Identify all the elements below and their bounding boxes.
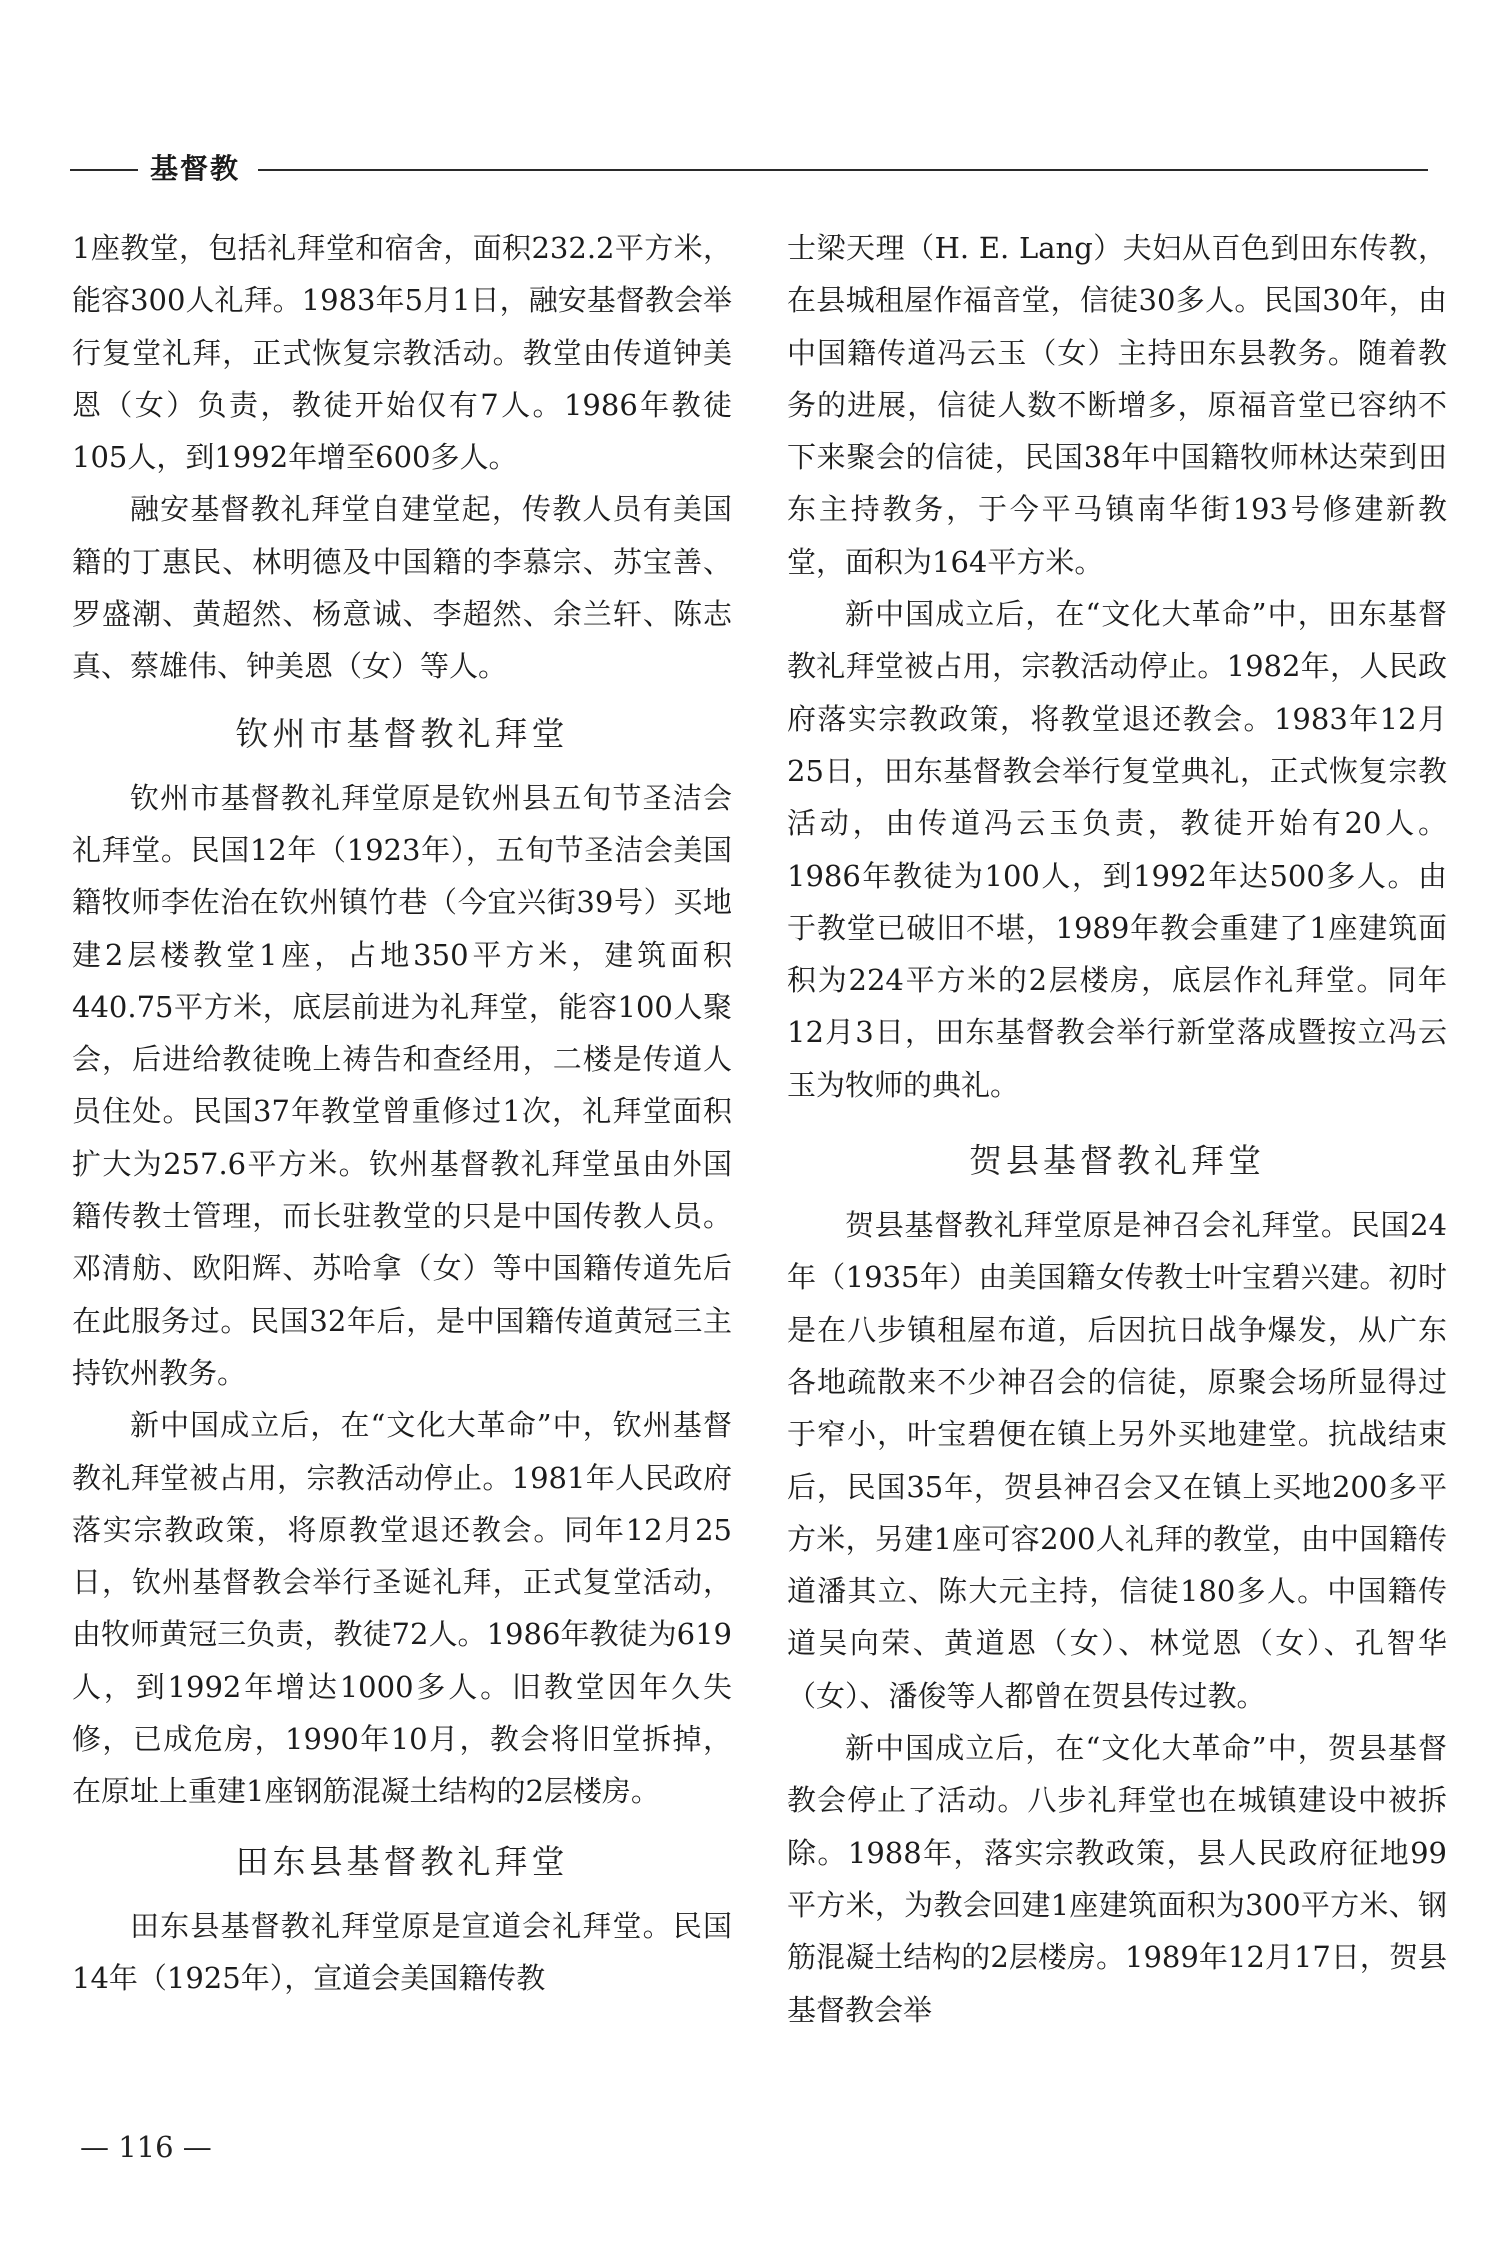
paragraph-rongan-continued: 1座教堂，包括礼拜堂和宿舍，面积232.2平方米，能容300人礼拜。1983年5月1日，融安基督教会举行复堂礼拜，正式恢复宗教活动。教堂由传道钟美恩（女）负责，教徒开始仅有7人。1986年教徒105人，到1992年增至600多人。: [72, 231, 732, 475]
right-column: [787, 222, 1447, 2036]
page-number: — 116 —: [80, 2130, 212, 2164]
header-rule-left: [70, 169, 138, 171]
paragraph-hexian-modern: 新中国成立后，在“文化大革命”中，贺县基督教会停止了活动。八步礼拜堂也在城镇建设中被拆除。1988年，落实宗教政策，县人民政府征地99平方米，为教会回建1座建筑面积为300平方米、钢筋混凝土结构的2层楼房。1989年12月17日，贺县基督教会举: [787, 1731, 1447, 2027]
header-rule-right: [258, 169, 1428, 171]
paragraph-tiandong-continued: 士梁天理（H. E. Lang）夫妇从百色到田东传教，在县城租屋作福音堂，信徒30多人。民国30年，由中国籍传道冯云玉（女）主持田东县教务。随着教务的进展，信徒人数不断增多，原福音堂已容纳不下来聚会的信徒，民国38年中国籍牧师林达荣到田东主持教务，于今平马镇南华街193号修建新教堂，面积为164平方米。: [787, 231, 1447, 579]
paragraph-qinzhou-modern: 新中国成立后，在“文化大革命”中，钦州基督教礼拜堂被占用，宗教活动停止。1981年人民政府落实宗教政策，将原教堂退还教会。同年12月25日，钦州基督教会举行圣诞礼拜，正式复堂活动，由牧师黄冠三负责，教徒72人。1986年教徒为619人，到1992年增达1000多人。旧教堂因年久失修，已成危房，1990年10月，教会将旧堂拆掉，在原址上重建1座钢筋混凝土结构的2层楼房。: [72, 1408, 732, 1809]
paragraph-rongan-staff: 融安基督教礼拜堂自建堂起，传教人员有美国籍的丁惠民、林明德及中国籍的李慕宗、苏宝善、罗盛潮、黄超然、杨意诚、李超然、余兰轩、陈志真、蔡雄伟、钟美恩（女）等人。: [72, 492, 732, 684]
paragraph-tiandong-origin: 田东县基督教礼拜堂原是宣道会礼拜堂。民国14年（1925年），宣道会美国籍传教: [72, 1908, 732, 1995]
header-title: 基督教: [150, 152, 241, 185]
paragraph-tiandong-modern: 新中国成立后，在“文化大革命”中，田东基督教礼拜堂被占用，宗教活动停止。1982年，人民政府落实宗教政策，将教堂退还教会。1983年12月25日，田东基督教会举行复堂典礼，正式恢复宗教活动，由传道冯云玉负责，教徒开始有20人。1986年教徒为100人，到1992年达500多人。由于教堂已破旧不堪，1989年教会重建了1座建筑面积为224平方米的2层楼房，底层作礼拜堂。同年12月3日，田东基督教会举行新堂落成暨按立冯云玉为牧师的典礼。: [787, 597, 1447, 1102]
section-heading-hexian: 贺县基督教礼拜堂: [969, 1141, 1265, 1181]
section-heading-tiandong: 田东县基督教礼拜堂: [235, 1841, 569, 1881]
paragraph-hexian-history: 贺县基督教礼拜堂原是神召会礼拜堂。民国24年（1935年）由美国籍女传教士叶宝碧兴建。初时是在八步镇租屋布道，后因抗日战争爆发，从广东各地疏散来不少神召会的信徒，原聚会场所显得过于窄小，叶宝碧便在镇上另外买地建堂。抗战结束后，民国35年，贺县神召会又在镇上买地200多平方米，另建1座可容200人礼拜的教堂，由中国籍传道潘其立、陈大元主持，信徒180多人。中国籍传道吴向荣、黄道恩（女）、林觉恩（女）、孔智华（女）、潘俊等人都曾在贺县传过教。: [787, 1208, 1447, 1713]
left-column: [72, 222, 732, 2004]
paragraph-qinzhou-history: 钦州市基督教礼拜堂原是钦州县五旬节圣洁会礼拜堂。民国12年（1923年），五旬节圣洁会美国籍牧师李佐治在钦州镇竹巷（今宜兴街39号）买地建2层楼教堂1座，占地350平方米，建筑面积440.75平方米，底层前进为礼拜堂，能容100人聚会，后进给教徒晚上祷告和查经用，二楼是传道人员住处。民国37年教堂曾重修过1次，礼拜堂面积扩大为257.6平方米。钦州基督教礼拜堂虽由外国籍传教士管理，而长驻教堂的只是中国传教人员。邓清舫、欧阳辉、苏哈拿（女）等中国籍传道先后在此服务过。民国32年后，是中国籍传道黄冠三主持钦州教务。: [72, 780, 732, 1390]
section-heading-qinzhou: 钦州市基督教礼拜堂: [235, 713, 569, 753]
running-header: [0, 143, 1500, 193]
